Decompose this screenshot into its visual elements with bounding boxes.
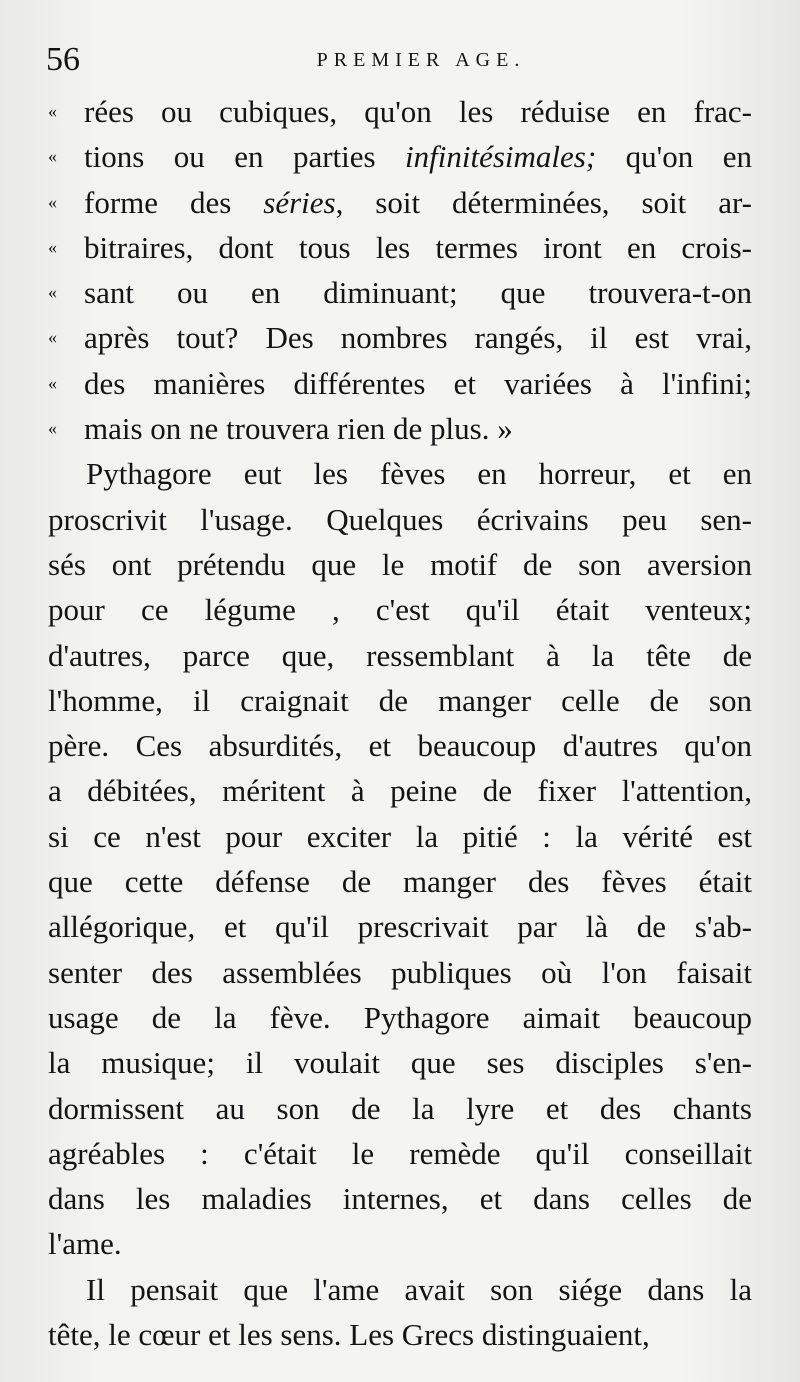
text-line: usage de la fève. Pythagore aimait beaucoup [48,999,752,1035]
quote-line-text: après tout? Des nombres rangés, il est vrai, [84,320,752,356]
italic-term: infinitésimales; [405,139,597,175]
quote-mark: « [48,191,57,212]
quote-line [48,89,752,134]
text-run: , soit déterminées, soit ar- [335,184,752,220]
text-line: a débitées, méritent à peine de fixer l'attention, [48,773,752,809]
quote-line [48,134,752,179]
quote-mark: « [48,327,57,348]
text-line: la musique; il voulait que ses disciples s'en- [48,1045,752,1081]
quote-line-text: mais on ne trouvera rien de plus. » [84,411,513,447]
quote-line-text: rées ou cubiques, qu'on les réduise en frac- [84,94,752,129]
italic-term: séries [263,184,336,220]
quote-line-text: bitraires, dont tous les termes iront en crois- [84,229,752,265]
paragraph [48,451,752,1266]
quote-line [48,225,752,270]
text-line: Pythagore eut les fèves en horreur, et en [86,456,752,492]
quote-line-text: sant ou en diminuant; que trouvera-t-on [84,275,752,311]
body-text [48,89,752,1357]
quote-line-text [84,180,752,225]
text-line: senter des assemblées publiques où l'on faisait [48,954,752,990]
text-line: l'ame. [48,1226,122,1262]
quote-mark: « [48,372,57,393]
text-line: pour ce légume , c'est qu'il était venteux; [48,592,752,628]
text-run: forme des [84,184,264,220]
page-header [46,38,756,82]
quote-mark: « [48,282,57,303]
quote-line-text [84,134,752,179]
quote-line [48,315,752,360]
page-number: 56 [46,41,80,78]
quote-line-text: des manières différentes et variées à l'infini; [84,365,752,401]
text-line: père. Ces absurdités, et beaucoup d'autres qu'on [48,728,752,764]
quote-mark: « [48,146,57,167]
text-line: dormissent au son de la lyre et des chants [48,1090,752,1126]
quote-line [48,270,752,315]
quote-mark: « [48,101,57,121]
text-run: qu'on en [596,139,752,175]
quote-line [48,361,752,406]
quote-line [48,180,752,225]
text-line: d'autres, parce que, ressemblant à la tête de [48,637,752,673]
running-title: PREMIER AGE. [316,49,526,71]
text-run: tions ou en parties [84,139,406,175]
quotation-block [48,89,752,451]
text-line: l'homme, il craignait de manger celle de son [48,682,752,718]
text-line: Il pensait que l'ame avait son siége dans la [86,1271,752,1307]
text-line: sés ont prétendu que le motif de son aversion [48,546,752,582]
text-line: si ce n'est pour exciter la pitié : la vérité est [48,818,752,854]
text-line: tête, le cœur et les sens. Les Grecs distinguaient, [48,1317,650,1353]
text-line: agréables : c'était le remède qu'il conseillait [48,1135,752,1171]
text-line: proscrivit l'usage. Quelques écrivains peu sen- [48,501,752,537]
text-line: allégorique, et qu'il prescrivait par là de s'ab- [48,909,752,945]
quote-mark: « [48,236,57,257]
text-line: que cette défense de manger des fèves était [48,864,752,900]
paragraph [48,1267,752,1358]
quote-line [48,406,752,451]
quote-mark: « [48,418,57,439]
text-line: dans les maladies internes, et dans celles de [48,1181,752,1217]
